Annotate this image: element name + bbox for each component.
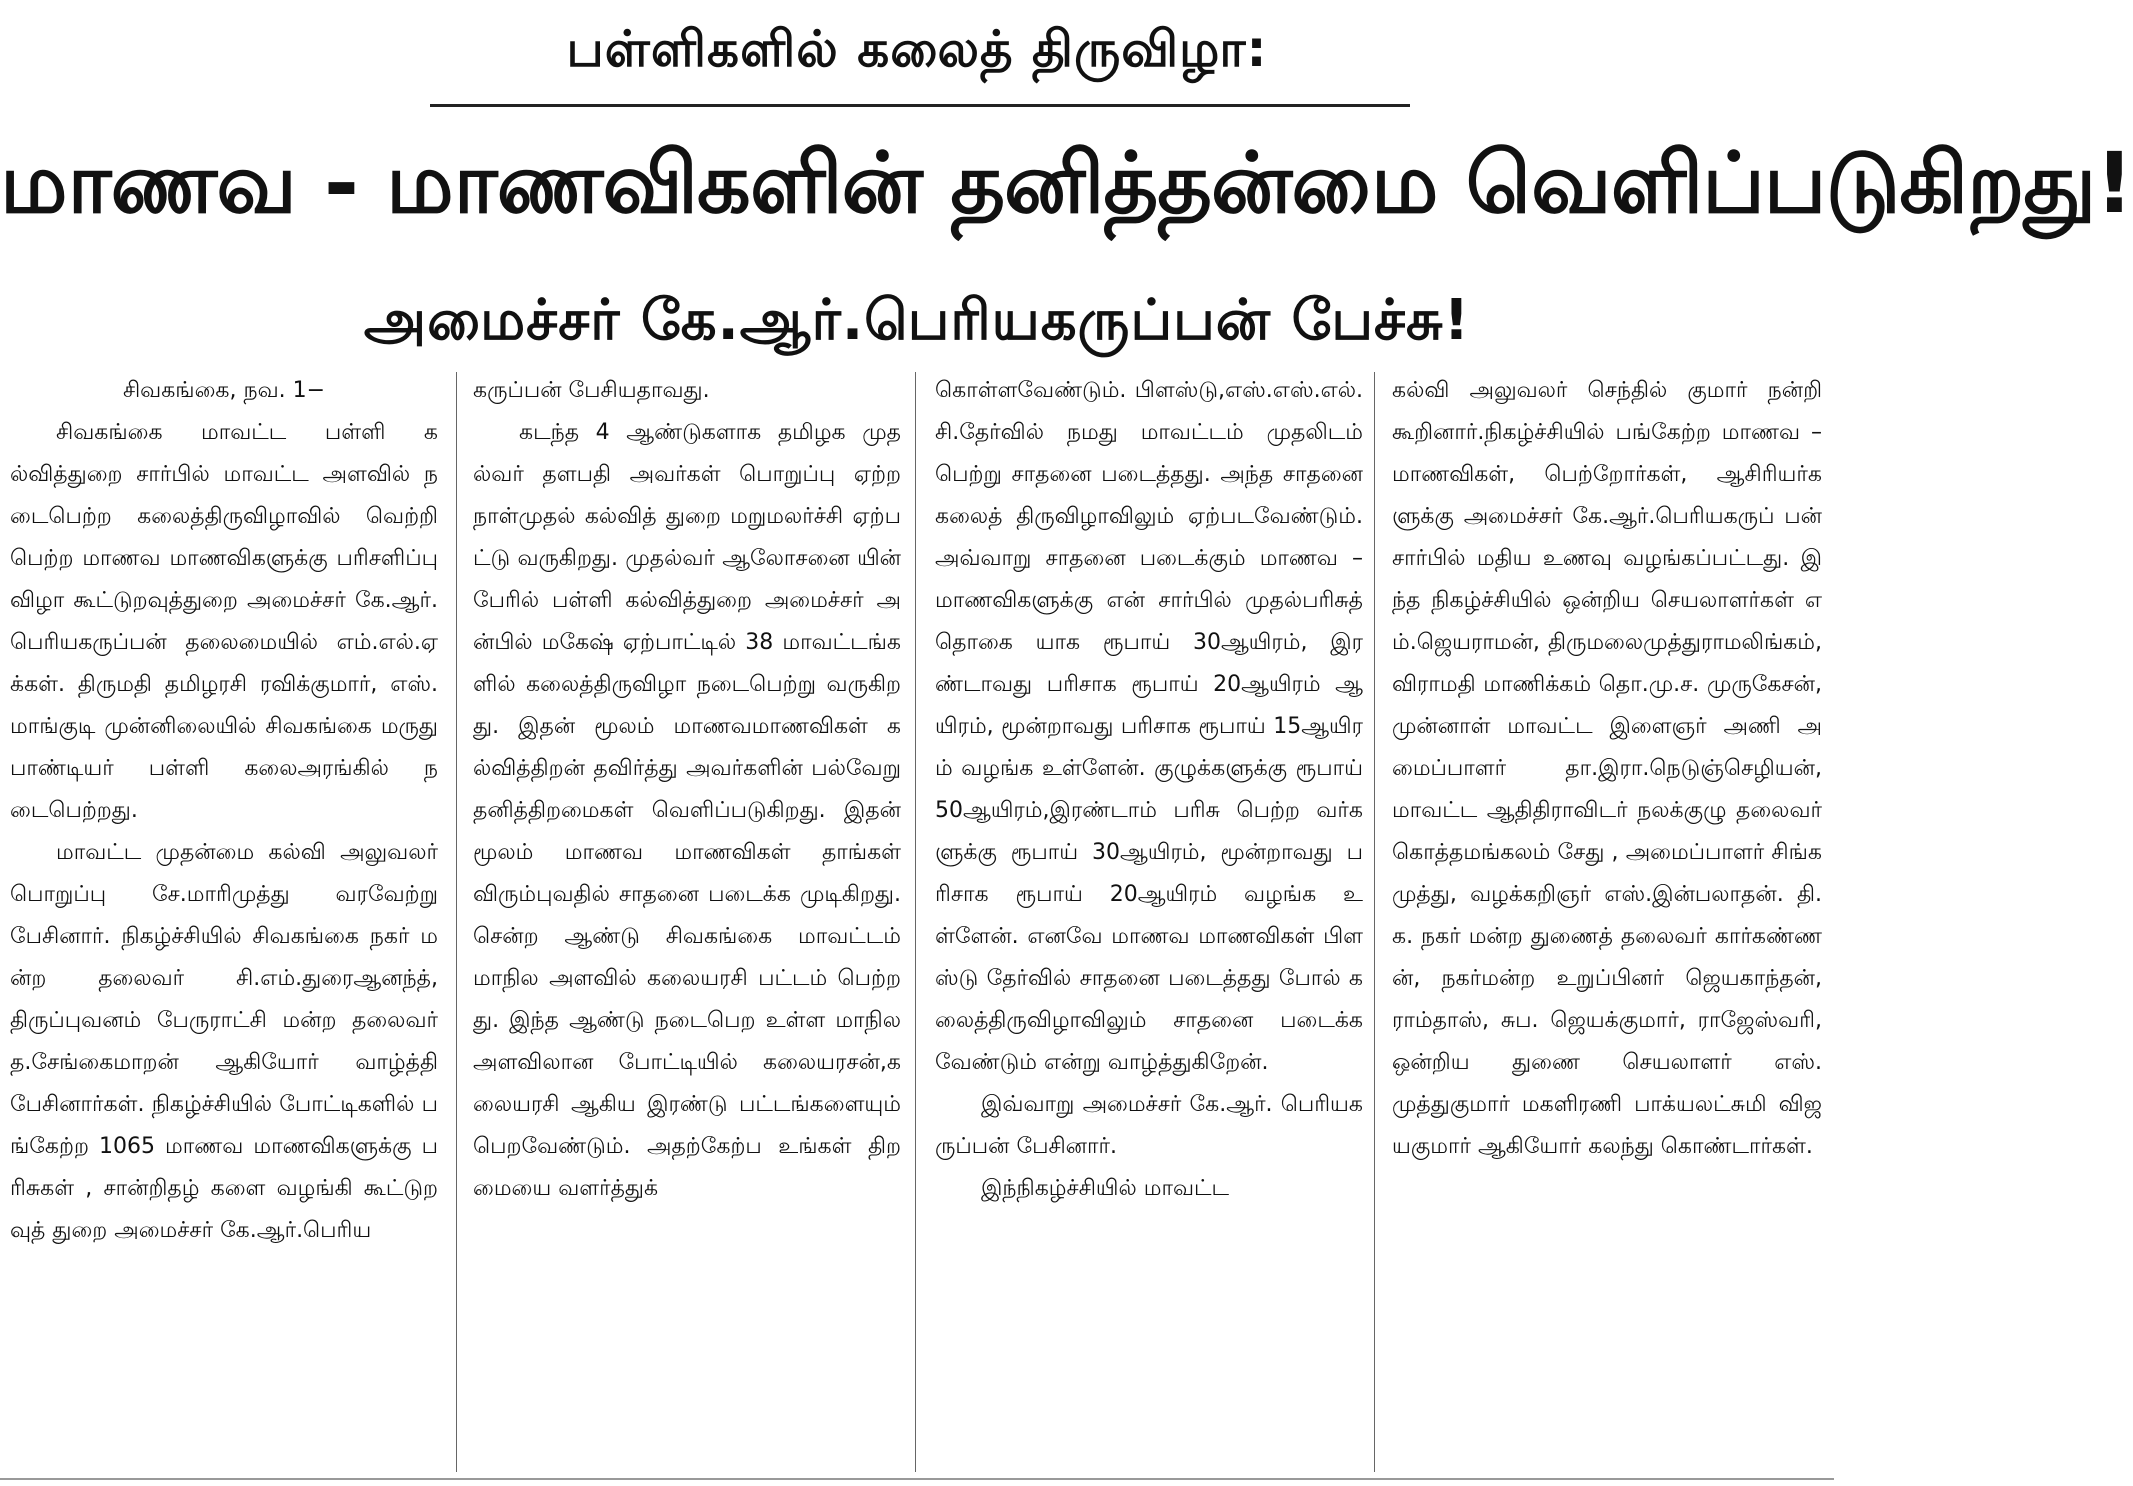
paragraph: கல்வி அலுவலர் செந்தில் குமார் நன்றி கூறினார்.நிகழ்ச்சியில் பங்கேற்ற மாணவ – மாணவிகள், பெற்றோர்கள், ஆசிரியர்களுக்கு அமைச்சர் கே.ஆர்.பெரியகருப் பன் சார்பில் மதிய உணவு வழங்கப்பட்டது. இந்த நிகழ்ச்சியில் ஒன்றிய செயலாளர்கள் எம்.ஜெயராமன், திருமலைமுத்துராமலிங்கம், விராமதி மாணிக்கம் தொ.மு.ச. முருகேசன், முன்னாள் மாவட்ட இளைஞர் அணி அமைப்பாளர் தா.இரா.நெடுஞ்செழியன், மாவட்ட ஆதிதிராவிடர் நலக்குழு தலைவர் கொத்தமங்கலம் சேது , அமைப்பாளர் சிங்கமுத்து, வழக்கறிஞர் எஸ்.இன்பலாதன். தி.க. நகர் மன்ற துணைத் தலைவர் கார்கண்ணன், நகர்மன்ற உறுப்பினர் ஜெயகாந்தன், ராம்தாஸ், சுப. ஜெயக்குமார், ராஜேஸ்வரி, ஒன்றிய துணை செயலாளர் எஸ்.முத்துகுமார் மகளிரணி பாக்யலட்சுமி விஜயகுமார் ஆகியோர் கலந்து கொண்டார்கள்.: [1392, 378, 1822, 1159]
kicker-heading: பள்ளிகளில் கலைத் திருவிழா:: [566, 20, 1268, 78]
article-column-4: [1392, 370, 1822, 1475]
paragraph: சிவகங்கை மாவட்ட பள்ளி கல்வித்துறை சார்பில் மாவட்ட அளவில் நடைபெற்ற கலைத்திருவிழாவில் வெற்றி பெற்ற மாணவ மாணவிகளுக்கு பரிசளிப்பு விழா கூட்டுறவுத்துறை அமைச்சர் கே.ஆர்.பெரியகருப்பன் தலைமையில் எம்.எல்.ஏக்கள். திருமதி தமிழரசி ரவிக்குமார், எஸ்.மாங்குடி முன்னிலையில் சிவகங்கை மருது பாண்டியர் பள்ளி கலைஅரங்கில் நடைபெற்றது.: [10, 420, 438, 823]
paragraph: கருப்பன் பேசியதாவது.: [473, 378, 710, 403]
bottom-border: [0, 1478, 1834, 1480]
article-column-1: [10, 370, 438, 1475]
article-column-3: [935, 370, 1363, 1475]
paragraph: மாவட்ட முதன்மை கல்வி அலுவலர் பொறுப்பு சே.மாரிமுத்து வரவேற்று பேசினார். நிகழ்ச்சியில் சிவகங்கை நகர் மன்ற தலைவர் சி.எம்.துரைஆனந்த், திருப்புவனம் பேருராட்சி மன்ற தலைவர் த.சேங்கைமாறன் ஆகியோர் வாழ்த்தி பேசினார்கள். நிகழ்ச்சியில் போட்டிகளில் பங்கேற்ற 1065 மாணவ மாணவிகளுக்கு பரிசுகள் , சான்றிதழ் களை வழங்கி கூட்டுறவுத் துறை அமைச்சர் கே.ஆர்.பெரிய: [10, 840, 438, 1243]
article-column-2: [473, 370, 901, 1475]
article-body: [0, 370, 1834, 1475]
paragraph: கடந்த 4 ஆண்டுகளாக தமிழக முதல்வர் தளபதி அவர்கள் பொறுப்பு ஏற்ற நாள்முதல் கல்வித் துறை மறுமலர்ச்சி ஏற்பட்டு வருகிறது. முதல்வர் ஆலோசனை யின் பேரில் பள்ளி கல்வித்துறை அமைச்சர் அன்பில் மகேஷ் ஏற்பாட்டில் 38 மாவட்டங்களில் கலைத்திருவிழா நடைபெற்று வருகிறது. இதன் மூலம் மாணவமாணவிகள் கல்வித்திறன் தவிர்த்து அவர்களின் பல்வேறு தனித்திறமைகள் வெளிப்படுகிறது. இதன் மூலம் மாணவ மாணவிகள் தாங்கள் விரும்புவதில் சாதனை படைக்க முடிகிறது. சென்ற ஆண்டு சிவகங்கை மாவட்டம் மாநில அளவில் கலையரசி பட்டம் பெற்றது. இந்த ஆண்டு நடைபெற உள்ள மாநில அளவிலான போட்டியில் கலையரசன்,கலையரசி ஆகிய இரண்டு பட்டங்களையும் பெறவேண்டும். அதற்கேற்ப உங்கள் திறமையை வளர்த்துக்: [473, 420, 901, 1201]
paragraph: இவ்வாறு அமைச்சர் கே.ஆர். பெரியகருப்பன் பேசினார்.: [935, 1092, 1363, 1159]
kicker-underline: [430, 104, 1410, 107]
paragraph: கொள்ளவேண்டும். பிளஸ்டு,எஸ்.எஸ்.எல்.சி.தேர்வில் நமது மாவட்டம் முதலிடம் பெற்று சாதனை படைத்தது. அந்த சாதனை கலைத் திருவிழாவிலும் ஏற்படவேண்டும். அவ்வாறு சாதனை படைக்கும் மாணவ – மாணவிகளுக்கு என் சார்பில் முதல்பரிசுத் தொகை யாக ரூபாய் 30ஆயிரம், இரண்டாவது பரிசாக ரூபாய் 20ஆயிரம் ஆயிரம், மூன்றாவது பரிசாக ரூபாய் 15ஆயிரம் வழங்க உள்ளேன். குழுக்களுக்கு ரூபாய் 50ஆயிரம்,இரண்டாம் பரிசு பெற்ற வர்களுக்கு ரூபாய் 30ஆயிரம், மூன்றாவது பரிசாக ரூபாய் 20ஆயிரம் வழங்க உள்ளேன். எனவே மாணவ மாணவிகள் பிளஸ்டு தேர்வில் சாதனை படைத்தது போல் கலைத்திருவிழாவிலும் சாதனை படைக்க வேண்டும் என்று வாழ்த்துகிறேன்.: [935, 378, 1363, 1075]
dateline: சிவகங்கை, நவ. 1−: [122, 378, 326, 403]
sub-headline: அமைச்சர் கே.ஆர்.பெரியகருப்பன் பேச்சு!: [363, 288, 1471, 353]
main-headline: மாணவ - மாணவிகளின் தனித்தன்மை வெளிப்படுகிறது!: [0, 134, 2133, 232]
paragraph: இந்நிகழ்ச்சியில் மாவட்ட: [981, 1176, 1230, 1201]
